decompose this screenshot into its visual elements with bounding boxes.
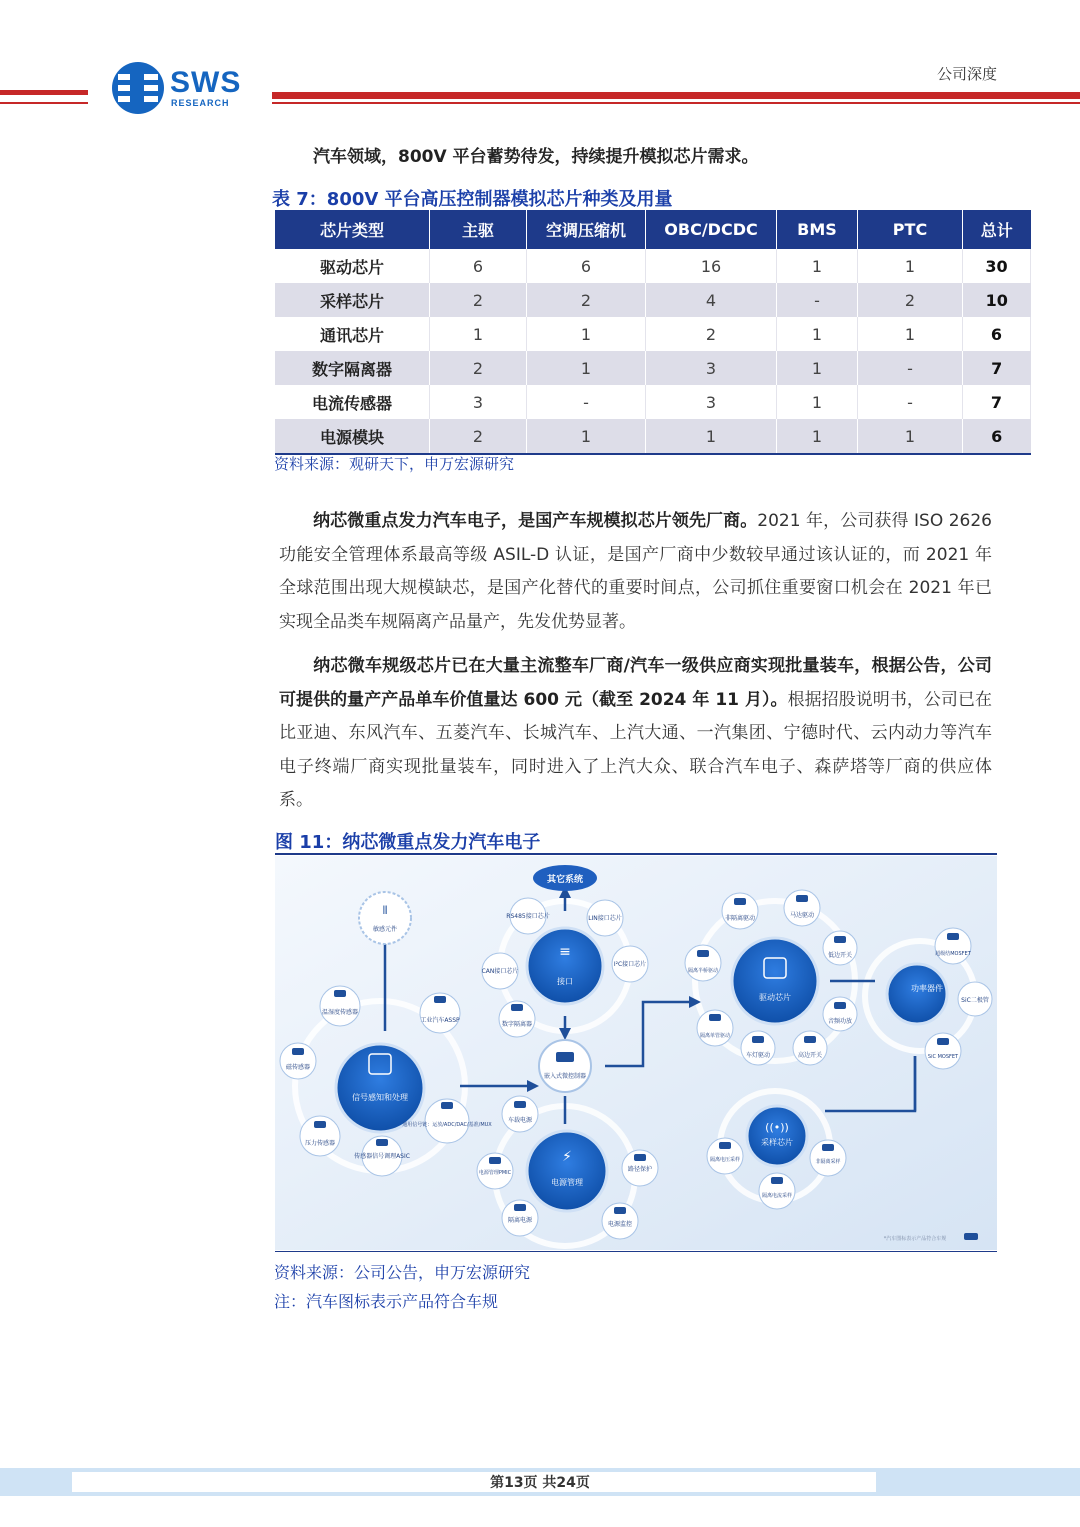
node-label: 数字隔离器 [501,1021,533,1028]
node-lamp [741,1031,775,1065]
node-label: LIN接口芯片 [588,915,622,922]
node-magnetic [280,1043,316,1079]
node-label: 工业汽车ASSP [420,1017,460,1024]
figure-note: 注：汽车图标表示产品符合车规 [274,1292,499,1311]
node-audio [823,997,857,1031]
table-cell: 3 [646,351,777,385]
row-label: 电源模块 [275,419,430,454]
table-cell: 1 [858,317,963,351]
node-iso-voltage [707,1138,743,1174]
table-cell: 1 [527,419,646,454]
node-label: 磁传感器 [285,1064,311,1071]
node-non-iso [810,1140,846,1176]
row-label: 电流传感器 [275,385,430,419]
table-cell: 6 [430,249,527,283]
figure-rule [275,1251,997,1252]
node-label: 其它系统 [546,875,584,885]
table-row [275,317,1031,351]
hub-label: 采样芯片 [761,1138,793,1147]
column-header: 主驱 [430,210,527,249]
header-rule [0,90,88,95]
node-label: 隔离电源 [507,1217,533,1224]
node-label: 低边开关 [827,952,853,959]
table-cell: 1 [858,249,963,283]
node-half-bridge [685,945,721,981]
total-cell: 7 [963,385,1031,419]
page-number: 第13页 共24页 [490,1475,590,1491]
table-cell: - [858,351,963,385]
node-industrial [420,993,460,1033]
hub-label: 嵌入式微控制器 [543,1073,587,1080]
node-label: CAN接口芯片 [481,968,519,975]
table-cell: - [777,283,858,317]
node-label: SiC MOSFET [927,1054,959,1060]
node-label: 温湿度传感器 [321,1009,359,1016]
header-rule [272,102,1080,104]
node-label: 超级结MOSFET [935,951,971,957]
node-lin [587,900,623,936]
node-label: 传感器信号调理ASIC [354,1153,410,1160]
node-label: 隔离电流采样 [761,1193,793,1199]
node-single-driver [697,1010,733,1046]
node-label: 电源管理PMIC [478,1170,512,1176]
hub-label: 电源管理 [551,1178,583,1187]
table-cell: 2 [527,283,646,317]
node-label: 隔离单管驱动 [699,1033,731,1039]
node-label: 通用信号链：运放/ADC/DAC/基准/MUX [402,1122,492,1128]
hub-label: 信号感知和处理 [352,1093,408,1102]
column-header: PTC [858,210,963,249]
table-row [275,283,1031,317]
node-iso-driver [722,893,758,929]
node-label: 非隔离采样 [815,1159,841,1165]
column-header: 总计 [963,210,1031,249]
table-cell: - [858,385,963,419]
node-label: 非隔离驱动 [724,915,756,922]
total-cell: 6 [963,419,1031,454]
svg-text:⫴: ⫴ [382,904,388,917]
table-cell: 4 [646,283,777,317]
figure-source: 资料来源：公司公告，申万宏源研究 [274,1263,531,1282]
node-pmic [477,1153,513,1189]
figure-diagram [275,856,997,1250]
table-cell: 1 [777,317,858,351]
total-cell: 6 [963,317,1031,351]
table-cell: 2 [430,283,527,317]
hub-sampling-chip [747,1106,807,1166]
table-row [275,351,1031,385]
node-label: 隔离半桥驱动 [687,968,719,974]
chip-usage-table [275,210,1031,455]
table-row [275,249,1031,283]
node-label: 隔离电压采样 [709,1157,741,1163]
node-sic-mosfet [925,1033,961,1069]
svg-text:((•)): ((•)) [765,1121,789,1134]
hub-driver-chip [732,938,818,1024]
node-label: 敏感元件 [372,926,398,933]
table-cell: 1 [430,317,527,351]
total-cell: 30 [963,249,1031,283]
node-high-side [793,1031,827,1065]
column-header: 空调压缩机 [527,210,646,249]
table-cell: 2 [646,317,777,351]
row-label: 数字隔离器 [275,351,430,385]
table-cell: 2 [430,351,527,385]
table-cell: - [527,385,646,419]
figure-rule [275,853,997,855]
node-motor [784,890,820,926]
hub-interface [527,928,603,1004]
node-label: 车灯驱动 [745,1052,771,1059]
node-label: 电源监控 [607,1221,633,1228]
table-header-row [275,210,1031,249]
node-isolator [499,1001,535,1037]
table-cell: 1 [527,351,646,385]
column-header: OBC/DCDC [646,210,777,249]
table-cell: 1 [777,385,858,419]
logo-subtext: RESEARCH [171,98,230,108]
table-cell: 1 [777,249,858,283]
row-label: 采样芯片 [275,283,430,317]
table-cell: 1 [777,351,858,385]
paragraph [279,650,992,818]
document-type-label: 公司深度 [936,65,997,83]
paragraph [279,505,992,639]
hub-signal-processing [336,1044,424,1132]
lead-sentence: 汽车领域，800V 平台蓄势待发，持续提升模拟芯片需求。 [313,147,759,167]
node-temp-humidity [320,986,360,1026]
hub-power-management [527,1131,607,1211]
hub-mcu [539,1040,591,1092]
figure-title: 图 11：纳芯微重点发力汽车电子 [275,832,541,853]
node-pressure [300,1116,340,1156]
node-label: 音频功放 [827,1018,853,1025]
node-label: 高边开关 [797,1052,823,1059]
paragraph-lead: 纳芯微重点发力汽车电子，是国产车规模拟芯片领先厂商。 [313,511,758,531]
node-low-side [823,931,857,965]
node-car-power [502,1096,538,1132]
table-cell: 1 [646,419,777,454]
table-cell: 1 [777,419,858,454]
node-label: SiC二极管 [961,997,989,1004]
node-iso-current [759,1173,795,1209]
other-systems-cloud [533,865,597,891]
svg-text:≡: ≡ [559,944,571,960]
node-sic-diode [958,982,992,1016]
table-title: 表 7：800V 平台高压控制器模拟芯片种类及用量 [272,189,673,210]
svg-text:⚡: ⚡ [562,1149,572,1165]
node-label: 压力传感器 [304,1140,336,1147]
header-rule [272,92,1080,99]
node-label: 车载电源 [507,1117,533,1124]
table-cell: 1 [527,317,646,351]
table-cell: 2 [430,419,527,454]
row-label: 驱动芯片 [275,249,430,283]
logo-text: SWS [170,66,242,99]
node-label: RS485接口芯片 [506,913,550,920]
node-path-protect [622,1150,658,1186]
ecosystem-diagram [275,856,997,1250]
node-i2c [612,946,648,982]
hub-label: 接口 [557,977,573,986]
node-sensitive-element [359,892,411,944]
table-cell: 3 [646,385,777,419]
table-row [275,419,1031,454]
node-iso-power [502,1200,538,1236]
table-cell: 1 [858,419,963,454]
paragraph-lead: 纳芯微车规级芯片已在大量主流整车厂商/汽车一级供应商实现批量装车，根据公告，公司可提供的量产产品单车价值量达 600 元（截至 2024 年 11 月）。 [279,656,992,710]
total-cell: 7 [963,351,1031,385]
node-label: 马达驱动 [789,912,815,919]
legend-note: *汽车图标表示产品符合车规 [883,1236,947,1242]
hub-power-device [887,964,947,1024]
node-label: I²C接口芯片 [613,961,647,968]
node-label: 路径保护 [627,1166,653,1173]
node-power-monitor [602,1203,638,1239]
table-cell: 16 [646,249,777,283]
table-source: 资料来源：观研天下，申万宏源研究 [274,455,515,473]
node-can [482,953,519,989]
hub-label: 驱动芯片 [759,993,791,1002]
header-rule [0,102,88,104]
node-sj-mosfet [935,928,972,964]
total-cell: 10 [963,283,1031,317]
hub-label: 功率器件 [911,984,943,993]
paragraph-body: 2021 年，公司获得 ISO 2626 功能安全管理体系最高等级 ASIL-D 认证，是国产厂商中少数较早通过该认证的，而 2021 年全球范围出现大规模缺芯，是国产化替代的重要时间点，公司抓住重要窗口机会在 2021 年已实现全品类车规隔离产品量产，先发优势显著。 [279,511,992,632]
table-cell: 6 [527,249,646,283]
column-header: BMS [777,210,858,249]
paragraph-body: 根据招股说明书，公司已在比亚迪、东风汽车、五菱汽车、长城汽车、上汽大通、一汽集团、宁德时代、云内动力等汽车电子终端厂商实现批量装车，同时进入了上汽大众、联合汽车电子、森萨塔等厂商的供应体系。 [279,689,993,810]
car-icon [964,1233,978,1240]
table-cell: 2 [858,283,963,317]
table-cell: 3 [430,385,527,419]
table-row [275,385,1031,419]
row-label: 通讯芯片 [275,317,430,351]
column-header: 芯片类型 [275,210,430,249]
